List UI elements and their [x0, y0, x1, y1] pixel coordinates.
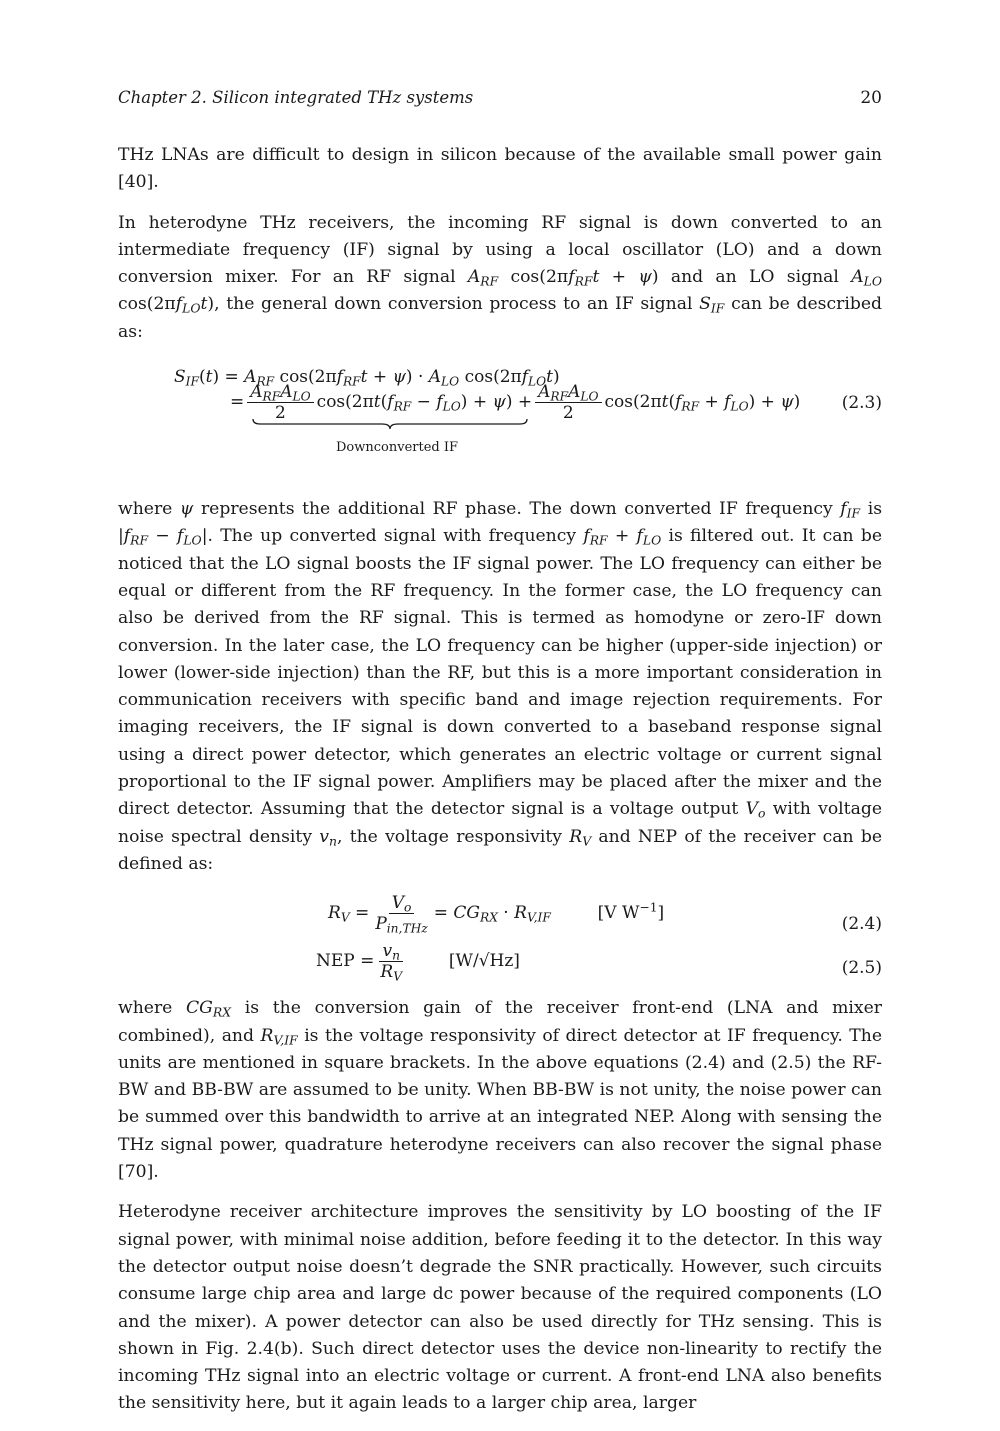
- running-title: Chapter 2. Silicon integrated THz systems: [118, 88, 474, 107]
- equation-number-2-4: (2.4): [841, 914, 882, 935]
- equation-2-4: $R_V$ = $\frac{V_o}{P_{in,THz}}$ = $CG_{RX} \cdot R_{V,IF}$ [V $W^{-1}$]: [328, 893, 665, 936]
- paragraph-1: THz LNAs are difficult to design in silicon because of the available small power gain [40].: [118, 145, 882, 193]
- equation-2-5: NEP = $\frac{v_n}{R_V}$ [W/√Hz]: [316, 941, 520, 984]
- brace-label: Downconverted IF: [336, 440, 459, 456]
- page-number: 20: [860, 88, 882, 108]
- eq23-line2: = $\frac{A_{RF}A_{LO}}{2}$ $\cos(2\pi t(f_{RF} - f_{LO}) + \psi)$ + $\frac{A_{RF}A_{LO}}{2}$ $\cos(2\pi t(f_{RF} + f_{LO}) + \psi)$: [230, 382, 801, 424]
- underbrace: [252, 418, 528, 430]
- eq25-unit: [W/√Hz]: [448, 951, 520, 972]
- paragraph-4: where $CG_{RX}$ is the conversion gain of the receiver front-end (LNA and mixer combined), and $R_{V,IF}$ is the voltage responsivity of direct detector at IF frequency. The units are mentioned in square brackets. In the above equations (2.4) and (2.5) the RF-BW and BB-BW are assumed to be unity. When BB-BW is not unity, the noise power can be summed over this bandwidth to arrive at an integrated NEP. Along with sensing the THz signal power, quadrature heterodyne receivers can also recover the signal phase [70].: [118, 998, 883, 1183]
- paragraph-3: where ψ represents the additional RF phase. The down converted IF frequency $f_{IF}$ is $|f_{RF} - f_{LO}|$. The up converted signal with frequency $f_{RF} + f_{LO}$ is filtered out. It can be noticed that the LO signal boosts the IF signal power. The LO frequency can either be equal or different from the RF frequency. In the former case, the LO frequency can also be derived from the RF signal. This is termed as homodyne or zero-IF down conversion. In the later case, the LO frequency can be higher (upper-side injection) or lower (lower-side injection) than the RF, but this is a more important consideration in communication receivers with specific band and image rejection requirements. For imaging receivers, the IF signal is down converted to a baseband response signal using a direct power detector, which generates an electric voltage or current signal proportional to the IF signal power. Amplifiers may be placed after the mixer and the direct detector. Assuming that the detector signal is a voltage output $V_o$ with voltage noise spectral density $v_n$, the voltage responsivity $R_V$ and NEP of the receiver can be defined as:: [118, 499, 883, 874]
- page-header: [118, 88, 882, 108]
- body-text: [118, 142, 882, 1431]
- equation-number-2-5: (2.5): [841, 958, 882, 979]
- equation-2-3: [118, 360, 882, 482]
- paragraph-2: In heterodyne THz receivers, the incoming RF signal is down converted to an intermediate frequency (IF) signal by using a local oscillator (LO) and a down conversion mixer. For an RF signal $A_{RF}$ $\cos(2\pi f_{RF}t + \psi)$ and an LO signal $A_{LO}$ $\cos(2\pi f_{LO}t)$, the general down conversion process to an IF signal $S_{IF}$ can be described as:: [118, 212, 883, 342]
- eq23-line1: $S_{IF}(t) = A_{RF}$ $\cos(2\pi f_{RF}t + \psi) \cdot A_{LO}$ $\cos(2\pi f_{LO}t)$: [174, 367, 560, 389]
- equation-number-2-3: (2.3): [841, 393, 882, 414]
- paragraph-5: Heterodyne receiver architecture improves the sensitivity by LO boosting of the IF signal power, with minimal noise addition, before feeding it to the detector. In this way the detector output noise doesn’t degrade the SNR practically. However, such circuits consume large chip area and large dc power because of the required components (LO and the mixer). A power detector can also be used directly for THz sensing. This is shown in Fig. 2.4(b). Such direct detector uses the device non-linearity to rectify the incoming THz signal into an electric voltage or current. A front-end LNA also benefits the sensitivity here, but it again leads to a larger chip area, larger: [118, 1202, 882, 1414]
- eq24-unit: [V $W^{-1}$]: [597, 900, 665, 924]
- equations-2-4-2-5: [118, 891, 882, 987]
